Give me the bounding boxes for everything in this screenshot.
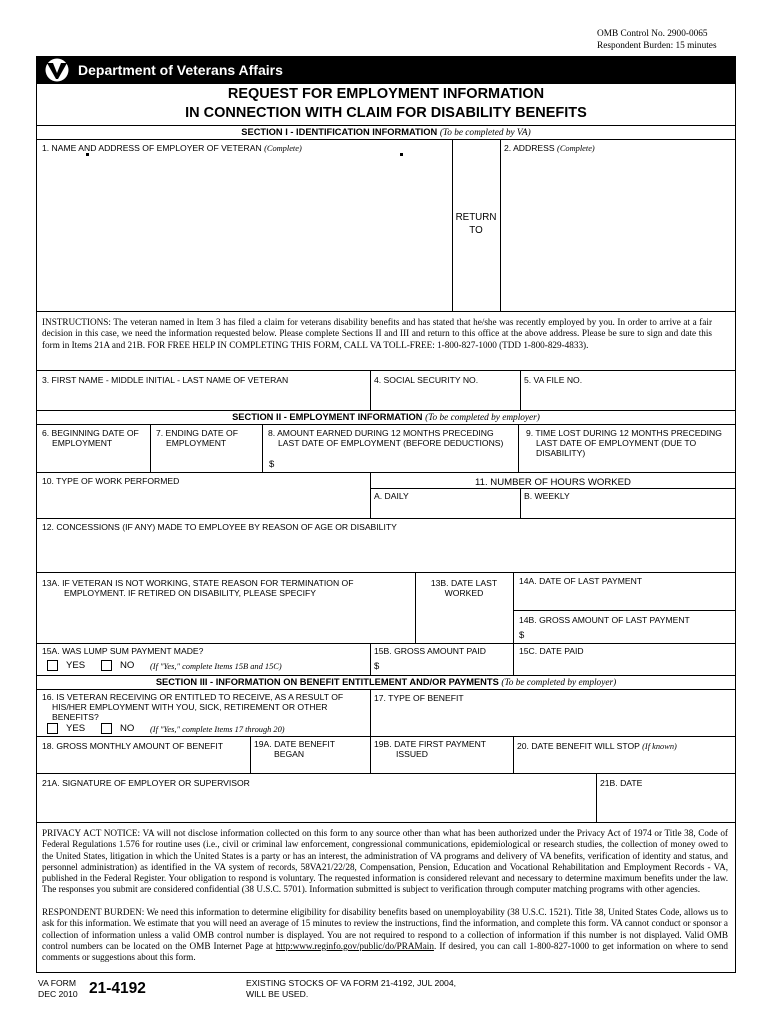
item-15b-currency: $ (374, 661, 380, 672)
footer-va-form: VA FORM (38, 978, 77, 988)
item-7-label: 7. ENDING DATE OF EMPLOYMENT (156, 428, 238, 448)
section-3-heading: SECTION III - INFORMATION ON BENEFIT ENTITLEMENT AND/OR PAYMENTS (To be completed by employer) (155, 677, 617, 688)
return-address-field[interactable] (502, 156, 734, 310)
gross-amount-paid-field[interactable] (384, 658, 512, 673)
item-14a-label: 14A. DATE OF LAST PAYMENT (519, 576, 643, 586)
item-20-label: 20. DATE BENEFIT WILL STOP (If known) (517, 741, 677, 751)
hours-weekly-field[interactable] (522, 502, 734, 516)
date-first-payment-field[interactable] (372, 760, 512, 771)
item-18-label: 18. GROSS MONTHLY AMOUNT OF BENEFIT (42, 741, 223, 751)
date-paid-field[interactable] (515, 658, 734, 673)
ssn-field[interactable] (372, 388, 518, 408)
hours-daily-field[interactable] (372, 502, 518, 516)
va-file-number-field[interactable] (522, 388, 734, 408)
item-19a-label: 19A. DATE BENEFIT BEGAN (254, 739, 336, 759)
instructions-text: INSTRUCTIONS: The veteran named in Item 3 has filed a claim for veterans disability benefits and has stated that he/she was recently employed by you. In order to arrive at a fair decision in this case, we need the information requested below. Please complete Sections II and III and return to this office at the above address. Please be sure to sign and date this form in Items 21A and 21B. FOR FREE HELP IN COMPLETING THIS FORM, CALL VA TOLL-FREE: 1-800-827-1000 (TDD 1-800-829-4833). (42, 317, 712, 350)
item-14b-label: 14B. GROSS AMOUNT OF LAST PAYMENT (519, 615, 690, 625)
item-13a-label: 13A. IF VETERAN IS NOT WORKING, STATE REASON FOR TERMINATION OF EMPLOYMENT. IF RETIRED ON DISABILITY, PLEASE SPECIFY (42, 578, 354, 598)
item-17-label: 17. TYPE OF BENEFIT (374, 693, 464, 703)
veteran-name-field[interactable] (38, 388, 368, 408)
item-11b-label: B. WEEKLY (524, 491, 570, 501)
item-14b-currency: $ (519, 630, 525, 641)
lump-sum-yes-checkbox[interactable] (47, 660, 58, 671)
work-performed-field[interactable] (38, 488, 366, 516)
benefits-no-checkbox[interactable] (101, 723, 112, 734)
ending-date-field[interactable] (152, 452, 260, 470)
address-marker-left (86, 153, 89, 156)
item-15b-label: 15B. GROSS AMOUNT PAID (374, 646, 486, 656)
item-11a-label: A. DAILY (374, 491, 409, 501)
footer-stocks-line1: EXISTING STOCKS OF VA FORM 21-4192, JUL 2004, (246, 978, 456, 988)
omb-link[interactable]: http:www.reginfo.gov/public/do/PRAMain (275, 940, 434, 951)
item-19b-label: 19B. DATE FIRST PAYMENT ISSUED (374, 739, 487, 759)
form-title-line2: IN CONNECTION WITH CLAIM FOR DISABILITY BENEFITS (185, 105, 587, 121)
agency-header-bar (36, 56, 736, 84)
beginning-date-field[interactable] (38, 452, 148, 470)
item-10-label: 10. TYPE OF WORK PERFORMED (42, 476, 180, 486)
item-9-label: 9. TIME LOST DURING 12 MONTHS PRECEDING LAST DATE OF EMPLOYMENT (DUE TO DISABILITY) (526, 428, 722, 458)
item-3-label: 3. FIRST NAME - MIDDLE INITIAL - LAST NAME OF VETERAN (42, 375, 289, 385)
item-2-label: 2. ADDRESS (Complete) (504, 143, 595, 153)
date-benefit-stop-field[interactable] (515, 754, 734, 771)
item-11-label: 11. NUMBER OF HOURS WORKED (474, 477, 631, 488)
gross-monthly-benefit-field[interactable] (38, 754, 248, 771)
item-21a-label: 21A. SIGNATURE OF EMPLOYER OR SUPERVISOR (42, 778, 250, 788)
benefits-yes-checkbox[interactable] (47, 723, 58, 734)
employer-signature-field[interactable] (38, 790, 594, 820)
date-last-worked-field[interactable] (417, 602, 511, 642)
va-seal-icon (42, 58, 72, 82)
termination-reason-field[interactable] (38, 602, 412, 642)
date-benefit-began-field[interactable] (252, 760, 368, 771)
item-13b-label: 13B. DATE LAST WORKED (430, 578, 498, 598)
item-1-label: 1. NAME AND ADDRESS OF EMPLOYER OF VETERAN (Complete) (42, 143, 302, 153)
signature-date-field[interactable] (598, 790, 734, 820)
agency-name: Department of Veterans Affairs (78, 62, 283, 78)
section-2-heading: SECTION II - EMPLOYMENT INFORMATION (To be completed by employer) (232, 412, 540, 423)
privacy-act-notice: PRIVACY ACT NOTICE: VA will not disclose information collected on this form to any source other than what has been authorized under the Privacy Act of 1974 or Title 38, Code of Federal Regulations 1.576 for routine uses (i.e., civil or criminal law enforcement, congressional communications, epidemiological or research studies, the collection of money owed to the United States, litigation in which the United States is a party or has an interest, the administration of VA programs and delivery of VA benefits, verification of identity and status, and personnel administration) as identified in the VA system of records, 58VA21/22/28, Compensation, Pension, Education and Vocational Rehabilitation and Employment Records - VA, published in the Federal Register. Your obligation to respond is voluntary. The requested information is considered relevant and necessary to determine maximum benefits under the law. The responses you submit are considered confidential (38 U.S.C. 5701). Information submitted is subject to verification through computer matching programs with other agencies. (42, 828, 728, 895)
respondent-burden-notice: RESPONDENT BURDEN: We need this information to determine eligibility for disability benefits based on unemployability (38 U.S.C. 1521). Title 38, United States Code, allows us to ask for this information. We estimate that you will need an average of 15 minutes to review the instructions, find the information, and complete this form. VA cannot conduct or sponsor a collection of information unless a valid OMB control number is displayed. You are not required to respond to a collection of information if this number is not displayed. Valid OMB control numbers can be located on the OMB Internet Page at http:www.reginfo.gov/public/do/PRAMain. If desired, you can call 1-800-827-1000 to get information on where to send comments or suggestions about this form. (42, 907, 728, 963)
return-to-label: RETURN TO (455, 212, 497, 236)
item-16-label: 16. IS VETERAN RECEIVING OR ENTITLED TO RECEIVE, AS A RESULT OF HIS/HER EMPLOYMENT WITH YOU, SICK, RETIREMENT OR OTHER BENEFITS? (42, 692, 344, 722)
item-12-label: 12. CONCESSIONS (IF ANY) MADE TO EMPLOYEE BY REASON OF AGE OR DISABILITY (42, 522, 397, 532)
lump-sum-no-checkbox[interactable] (101, 660, 112, 671)
form-number: 21-4192 (89, 980, 146, 997)
time-lost-field[interactable] (520, 458, 734, 471)
benefits-yes-label: YES (66, 723, 86, 734)
item-4-label: 4. SOCIAL SECURITY NO. (374, 375, 479, 385)
item-15c-label: 15C. DATE PAID (519, 646, 584, 656)
concessions-field[interactable] (38, 534, 734, 570)
section-1-heading: SECTION I - IDENTIFICATION INFORMATION (To be completed by VA) (241, 127, 531, 138)
lump-sum-yes-label: YES (66, 660, 86, 671)
item-15a-label: 15A. WAS LUMP SUM PAYMENT MADE? (42, 646, 204, 656)
item-6-label: 6. BEGINNING DATE OF EMPLOYMENT (42, 428, 139, 448)
footer-stocks-line2: WILL BE USED. (246, 989, 309, 999)
item-8-currency: $ (269, 459, 275, 470)
respondent-burden-time: Respondent Burden: 15 minutes (597, 41, 717, 51)
date-last-payment-field[interactable] (515, 588, 734, 609)
item-21b-label: 21B. DATE (600, 778, 643, 788)
type-of-benefit-field[interactable] (372, 706, 734, 734)
employer-name-address-field[interactable] (40, 160, 448, 310)
omb-control-number: OMB Control No. 2900-0065 (597, 29, 708, 39)
form-title-line1: REQUEST FOR EMPLOYMENT INFORMATION (227, 86, 545, 102)
lump-sum-no-label: NO (120, 660, 135, 671)
gross-last-payment-field[interactable] (528, 627, 734, 642)
item-16-note: (If "Yes," complete Items 17 through 20) (150, 725, 285, 734)
footer-date: DEC 2010 (38, 989, 78, 999)
benefits-no-label: NO (120, 723, 135, 734)
address-marker-right (400, 153, 403, 156)
item-5-label: 5. VA FILE NO. (524, 375, 583, 385)
item-8-label: 8. AMOUNT EARNED DURING 12 MONTHS PRECEDING LAST DATE OF EMPLOYMENT (BEFORE DEDUCTIONS) (268, 428, 504, 448)
item-15a-note: (If "Yes," complete Items 15B and 15C) (150, 662, 282, 671)
amount-earned-field[interactable] (278, 455, 514, 470)
